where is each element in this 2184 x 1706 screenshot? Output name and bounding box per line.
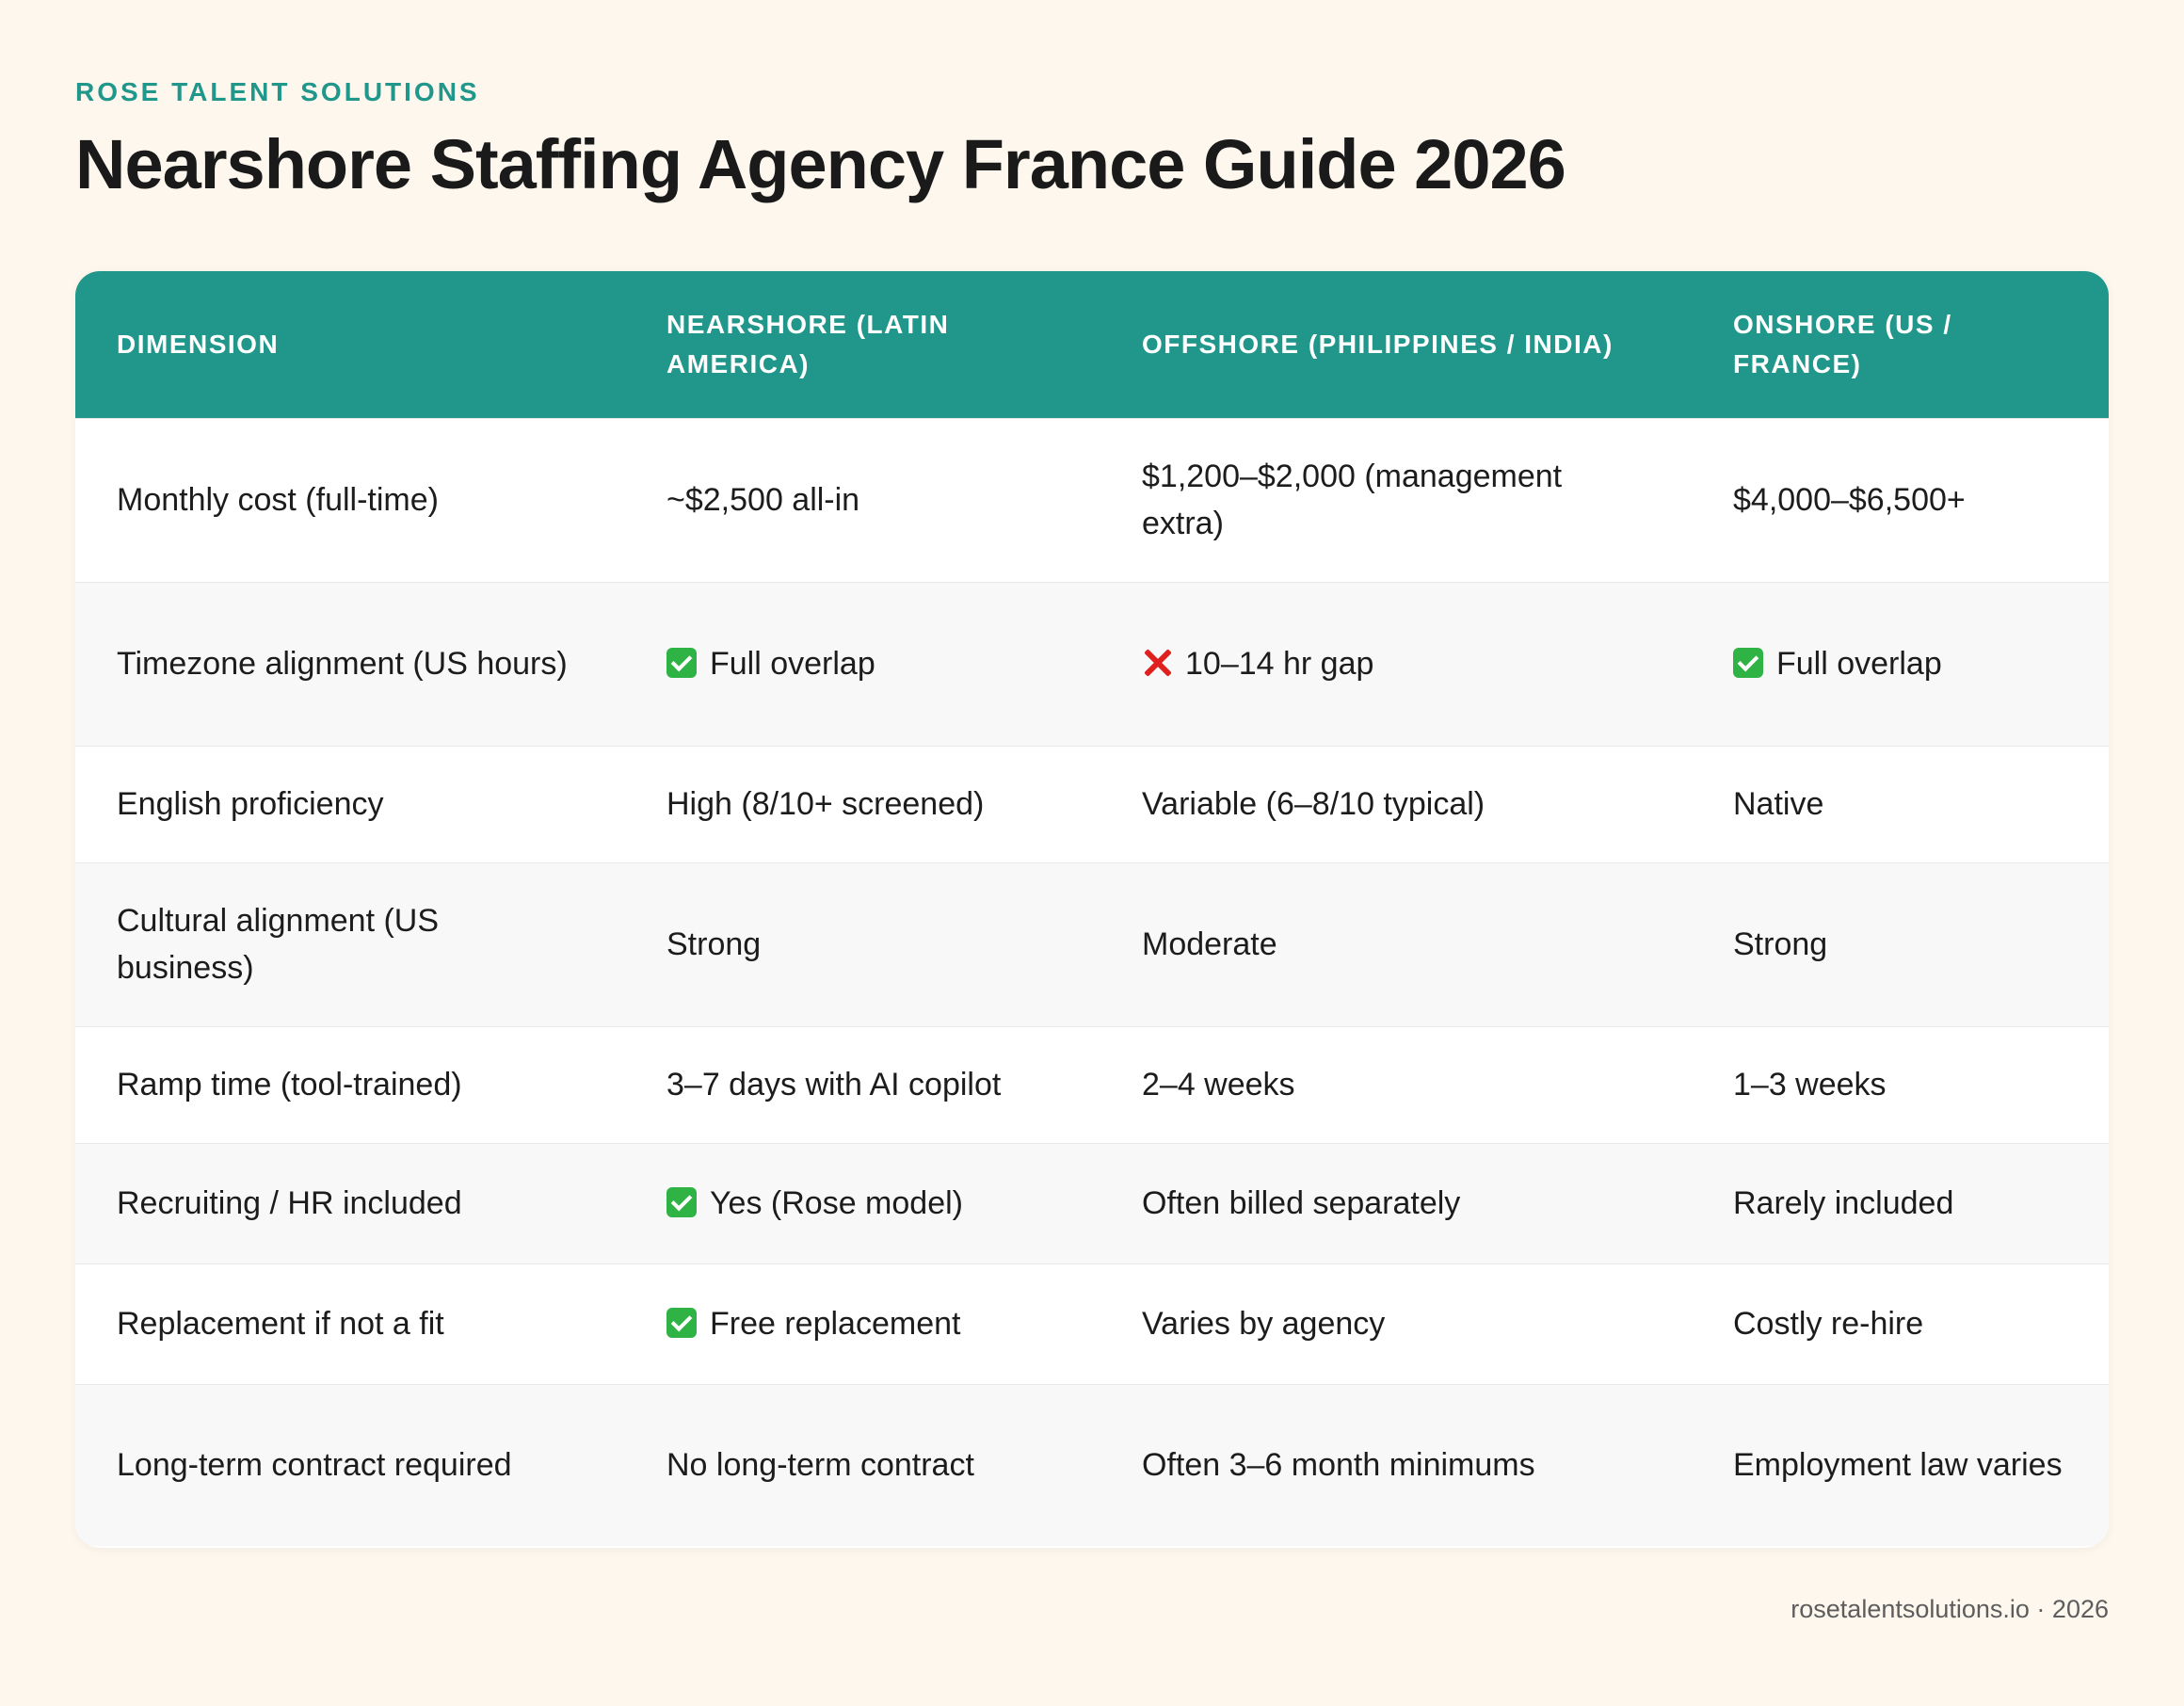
cell-onshore: [1692, 1026, 2109, 1143]
cell-nearshore-text: High (8/10+ screened): [666, 786, 985, 822]
column-header-offshore: OFFSHORE (PHILIPPINES / INDIA): [1142, 329, 1614, 359]
cell-offshore-text: Variable (6–8/10 typical): [1142, 786, 1485, 822]
cell-onshore-text: Full overlap: [1776, 646, 1942, 682]
cell-onshore: [1692, 746, 2109, 862]
cell-dimension: Ramp time (tool-trained): [75, 1026, 625, 1143]
cell-nearshore: [625, 1384, 1100, 1546]
cell-onshore-text: Native: [1733, 786, 1824, 822]
check-icon: [666, 1308, 697, 1338]
table-row: [75, 746, 2109, 862]
cell-offshore: [1100, 1263, 1692, 1384]
footer-credit: rosetalentsolutions.io · 2026: [1791, 1595, 2109, 1623]
cell-onshore-text: 1–3 weeks: [1733, 1067, 1887, 1102]
column-header-nearshore: NEARSHORE (LATIN AMERICA): [666, 309, 950, 378]
table-header: [75, 271, 2109, 418]
cell-offshore-text: Moderate: [1142, 926, 1277, 962]
cell-onshore: [1692, 418, 2109, 582]
cell-nearshore-text: Free replacement: [710, 1306, 961, 1342]
table-row: [75, 582, 2109, 746]
cell-nearshore: [625, 582, 1100, 746]
cell-offshore: [1100, 582, 1692, 746]
cell-dimension: Timezone alignment (US hours): [75, 582, 625, 746]
cell-offshore: [1100, 1143, 1692, 1263]
cell-onshore: [1692, 862, 2109, 1026]
table-row: [75, 862, 2109, 1026]
check-icon: [666, 1187, 697, 1217]
cell-dimension: Recruiting / HR included: [75, 1143, 625, 1263]
cell-onshore-text: Rarely included: [1733, 1185, 1954, 1221]
table-row: [75, 1143, 2109, 1263]
cell-nearshore-text: Strong: [666, 926, 762, 962]
cell-offshore-text: Often billed separately: [1142, 1185, 1461, 1221]
cell-onshore-text: Strong: [1733, 926, 1828, 962]
cell-nearshore: [625, 418, 1100, 582]
cell-offshore-text: Often 3–6 month minimums: [1142, 1447, 1535, 1484]
cell-offshore: [1100, 746, 1692, 862]
cell-offshore-text: $1,200–$2,000 (management extra): [1142, 459, 1563, 541]
cell-nearshore: [625, 746, 1100, 862]
cell-nearshore: [625, 1026, 1100, 1143]
table-row: [75, 1026, 2109, 1143]
cell-nearshore: [625, 862, 1100, 1026]
comparison-table-card: [75, 271, 2109, 1548]
cell-offshore: [1100, 418, 1692, 582]
cell-nearshore-text: No long-term contract: [666, 1447, 974, 1484]
brand-label: ROSE TALENT SOLUTIONS: [75, 77, 480, 106]
cell-onshore: [1692, 1143, 2109, 1263]
check-icon: [1733, 648, 1763, 678]
page-title: Nearshore Staffing Agency France Guide 2026: [75, 125, 1566, 203]
cell-dimension: Long-term contract required: [75, 1384, 625, 1546]
cell-onshore-text: Employment law varies: [1733, 1447, 2063, 1484]
table-body: [75, 418, 2109, 1546]
cell-offshore: [1100, 862, 1692, 1026]
cell-onshore: [1692, 1384, 2109, 1546]
check-icon: [666, 648, 697, 678]
cell-offshore-text: Varies by agency: [1142, 1306, 1386, 1342]
cell-dimension: Replacement if not a fit: [75, 1263, 625, 1384]
table-row: [75, 1384, 2109, 1546]
table-row: [75, 418, 2109, 582]
cell-offshore: [1100, 1026, 1692, 1143]
cell-onshore-text: $4,000–$6,500+: [1733, 482, 1966, 518]
cross-icon: [1142, 648, 1172, 678]
cell-onshore-text: Costly re-hire: [1733, 1306, 1924, 1342]
table-row: [75, 1263, 2109, 1384]
column-header-onshore: ONSHORE (US / FRANCE): [1733, 309, 1952, 378]
cell-dimension: Monthly cost (full-time): [75, 418, 625, 582]
cell-onshore: [1692, 582, 2109, 746]
cell-nearshore: [625, 1143, 1100, 1263]
cell-dimension: Cultural alignment (US business): [75, 862, 625, 1026]
cell-onshore: [1692, 1263, 2109, 1384]
column-header-dimension: DIMENSION: [117, 329, 280, 359]
cell-offshore-text: 10–14 hr gap: [1185, 646, 1374, 682]
cell-offshore: [1100, 1384, 1692, 1546]
cell-offshore-text: 2–4 weeks: [1142, 1067, 1295, 1102]
comparison-table: [75, 271, 2109, 1546]
header-row: [75, 271, 2109, 418]
cell-nearshore-text: Full overlap: [710, 646, 875, 682]
cell-nearshore-text: Yes (Rose model): [710, 1185, 963, 1221]
cell-nearshore-text: ~$2,500 all-in: [666, 482, 860, 518]
cell-nearshore-text: 3–7 days with AI copilot: [666, 1067, 1002, 1102]
cell-nearshore: [625, 1263, 1100, 1384]
cell-dimension: English proficiency: [75, 746, 625, 862]
